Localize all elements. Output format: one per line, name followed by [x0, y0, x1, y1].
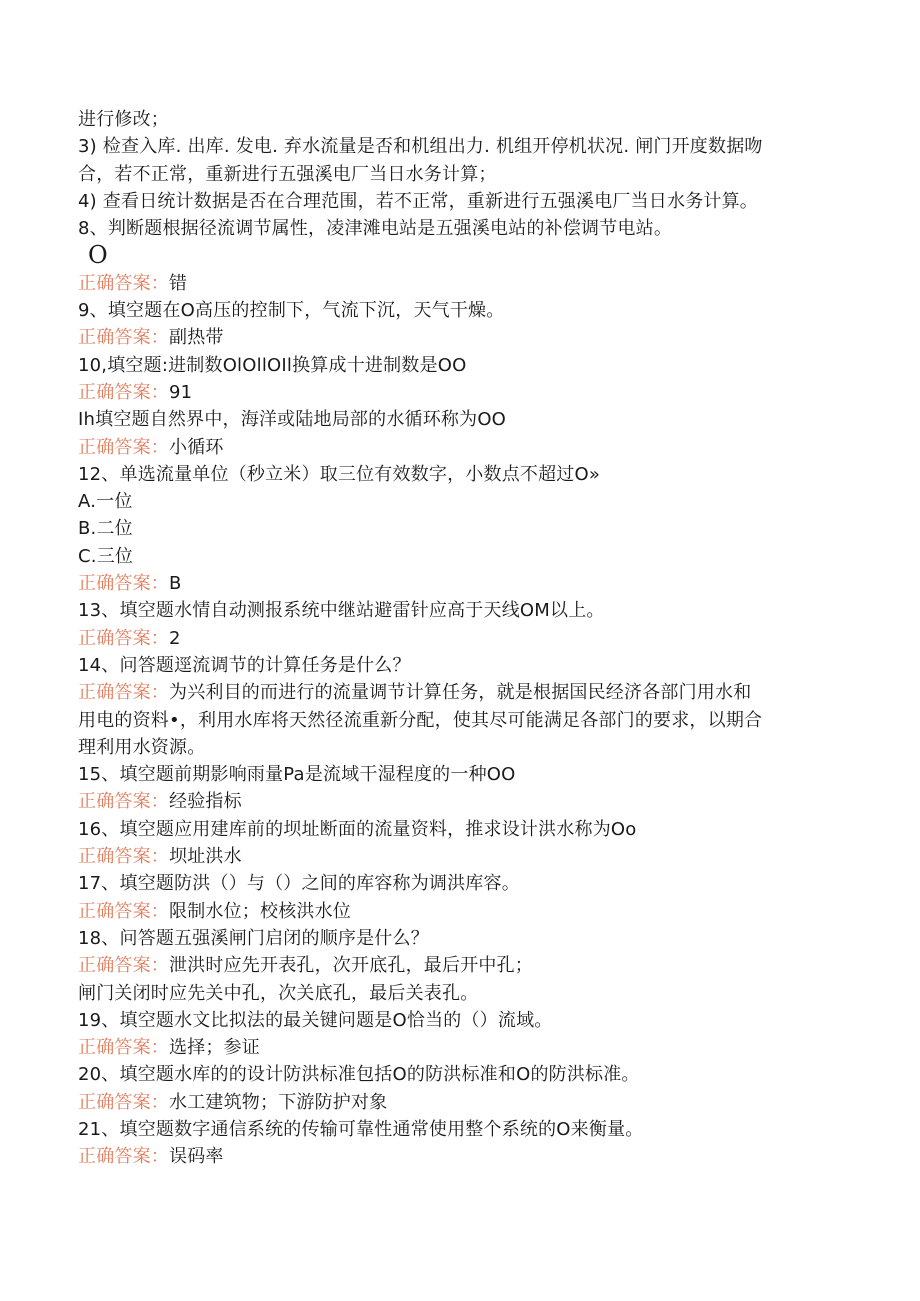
document-body — [78, 106, 838, 1171]
answer-line — [78, 570, 838, 597]
text-line: 8、判断题根据径流调节属性，凌津滩电站是五强溪电站的补偿调节电站。 — [78, 218, 673, 240]
text-line: 进行修改； — [78, 109, 169, 130]
answer-text: 小循环 — [169, 436, 224, 458]
answer-line — [78, 1034, 838, 1061]
answer-line — [78, 1143, 838, 1170]
answer-label: 正确答案： — [78, 846, 169, 868]
text-line: 理利用水资源。 — [78, 736, 206, 758]
answer-text: 2 — [169, 627, 181, 649]
answer-text: B — [169, 573, 182, 595]
answer-line — [78, 843, 838, 870]
text-line: 21、填空题数字通信系统的传输可靠性通常使用整个系统的O来衡量。 — [78, 1118, 644, 1140]
answer-label: 正确答案： — [78, 1091, 169, 1113]
answer-label: 正确答案： — [78, 573, 169, 595]
answer-line — [78, 270, 838, 297]
answer-line — [78, 788, 838, 815]
text-line: 4) 查看日统计数据是否在合理范围，若不正常，重新进行五强溪电厂当日水务计算。 — [78, 190, 758, 212]
answer-label: 正确答案： — [78, 900, 169, 922]
answer-label: 正确答案： — [78, 955, 169, 977]
answer-text: 错 — [169, 272, 188, 294]
answer-line — [78, 679, 838, 706]
text-line: 15、填空题前期影响雨量Pa是流域干湿程度的一种OO — [78, 764, 516, 786]
answer-text: 副热带 — [169, 327, 224, 349]
answer-text: 为兴利目的而进行的流量调节计算任务，就是根据国民经济各部门用水和 — [169, 682, 752, 704]
text-line: 17、填空题防洪（）与（）之间的库容称为调洪库容。 — [78, 873, 520, 895]
answer-label: 正确答案： — [78, 627, 169, 649]
answer-text: 误码率 — [169, 1146, 224, 1168]
answer-label: 正确答案： — [78, 381, 169, 403]
answer-label: 正确答案： — [78, 1037, 169, 1059]
text-line: 12、单选流量单位（秒立米）取三位有效数字，小数点不超过O» — [78, 463, 601, 485]
answer-label: 正确答案： — [78, 436, 169, 458]
text-line: 3) 检查入库. 出库. 发电. 弃水流量是否和机组出力. 机组开停机状况. 闸门开度数据吻 — [78, 136, 763, 158]
answer-line — [78, 625, 838, 652]
answer-label: 正确答案： — [78, 1146, 169, 1168]
text-line: B.二位 — [78, 518, 133, 540]
text-line: 闸门关闭时应先关中孔，次关底孔，最后关表孔。 — [78, 982, 479, 1004]
text-line: 13、填空题水情自动测报系统中继站避雷针应高于天线OM以上。 — [78, 600, 605, 622]
answer-text: 泄洪时应先开表孔，次开底孔，最后开中孔； — [169, 955, 533, 977]
answer-label: 正确答案： — [78, 682, 169, 704]
answer-line — [78, 379, 838, 406]
text-line: A.一位 — [78, 491, 133, 513]
answer-line — [78, 434, 838, 461]
answer-line — [78, 1089, 838, 1116]
text-line: 20、填空题水库的的设计防洪标准包括O的防洪标准和O的防洪标准。 — [78, 1064, 640, 1086]
answer-text: 经验指标 — [169, 791, 242, 813]
text-line: 19、填空题水文比拟法的最关键问题是O恰当的（）流域。 — [78, 1009, 553, 1031]
text-line: 10,填空题:进制数OlOllOIl换算成十进制数是OO — [78, 354, 467, 376]
answer-line — [78, 324, 838, 351]
answer-text: 选择；参证 — [169, 1037, 260, 1059]
text-line: 合，若不正常，重新进行五强溪电厂当日水务计算； — [78, 163, 497, 185]
answer-text: 限制水位；校核洪水位 — [169, 900, 351, 922]
answer-text: 91 — [169, 381, 193, 403]
answer-text: 坝址洪水 — [169, 846, 242, 868]
text-line: 14、问答题逕流调节的计算任务是什么？ — [78, 654, 411, 676]
text-line: 16、填空题应用建库前的坝址断面的流量资料，推求设计洪水称为Oo — [78, 818, 637, 840]
text-line: 9、填空题在O高压的控制下，气流下沉，天气干燥。 — [78, 300, 505, 322]
text-line: 用电的资料•，利用水库将天然径流重新分配，使其尽可能满足各部门的要求，以期合 — [78, 709, 763, 731]
blank-marker: O — [88, 241, 108, 270]
answer-line — [78, 898, 838, 925]
text-line: C.三位 — [78, 545, 134, 567]
text-line: Ih填空题自然界中，海洋或陆地局部的水循环称为OO — [78, 409, 507, 431]
answer-label: 正确答案： — [78, 327, 169, 349]
answer-text: 水工建筑物；下游防护对象 — [169, 1091, 388, 1113]
answer-label: 正确答案： — [78, 791, 169, 813]
text-line: 18、问答题五强溪闸门启闭的顺序是什么？ — [78, 927, 429, 949]
answer-label: 正确答案： — [78, 272, 169, 294]
answer-line — [78, 952, 838, 979]
